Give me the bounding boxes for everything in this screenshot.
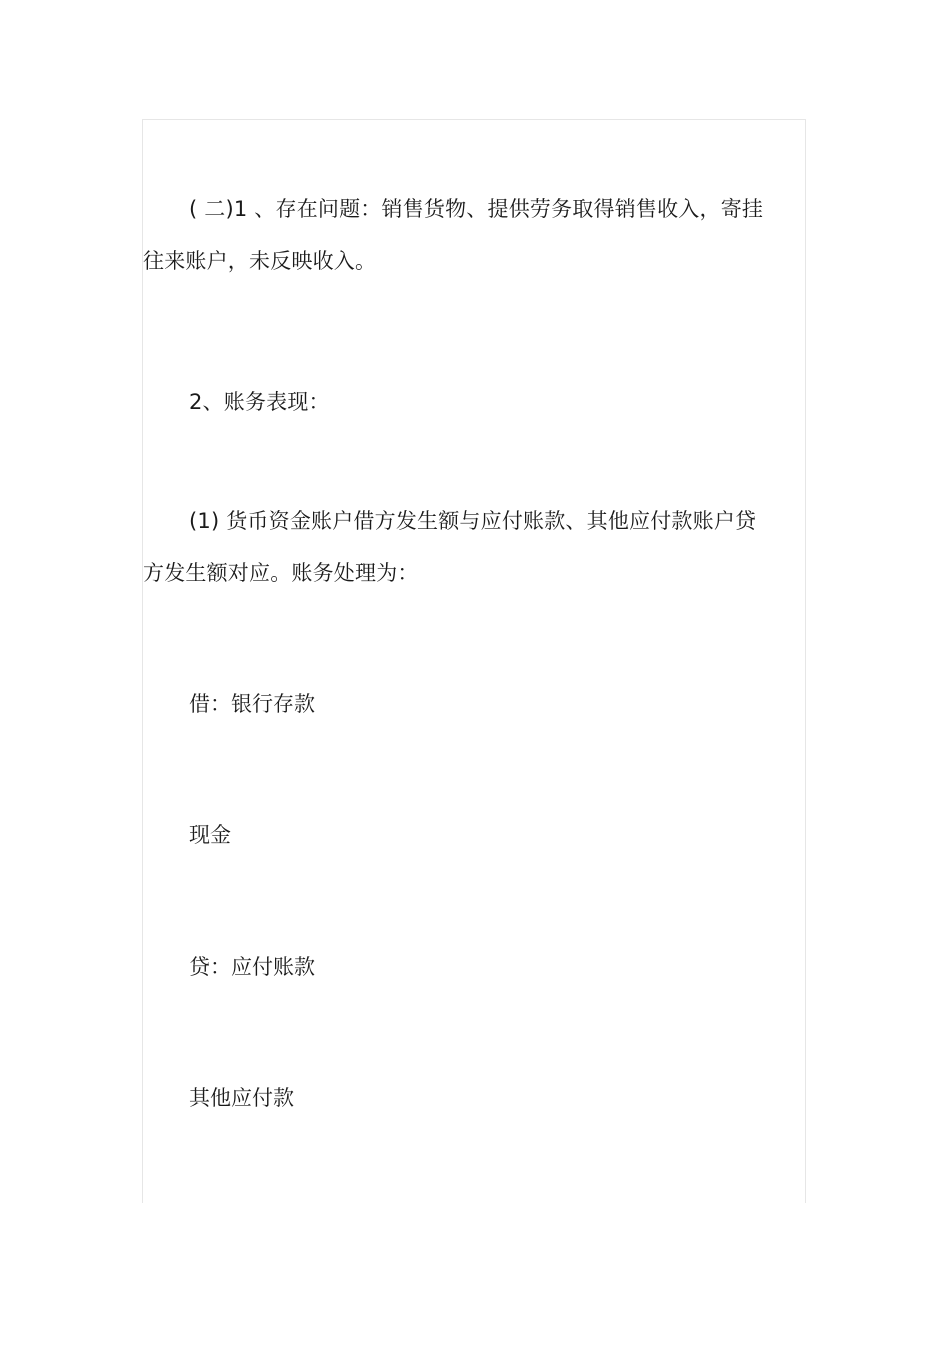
journal-credit-line: 贷：应付账款	[189, 955, 315, 979]
problem-paragraph: ( 二)1 、存在问题：销售货物、提供劳务取得销售收入，寄挂往来账户，未反映收入。	[143, 197, 764, 273]
journal-other-payable-line: 其他应付款	[189, 1086, 294, 1110]
accounting-heading: 2、账务表现：	[189, 390, 330, 414]
journal-debit-line: 借：银行存款	[189, 692, 315, 716]
journal-cash-line: 现金	[189, 823, 231, 847]
accounting-description-paragraph: (1) 货币资金账户借方发生额与应付账款、其他应付款账户贷方发生额对应。账务处理为：	[143, 509, 757, 585]
